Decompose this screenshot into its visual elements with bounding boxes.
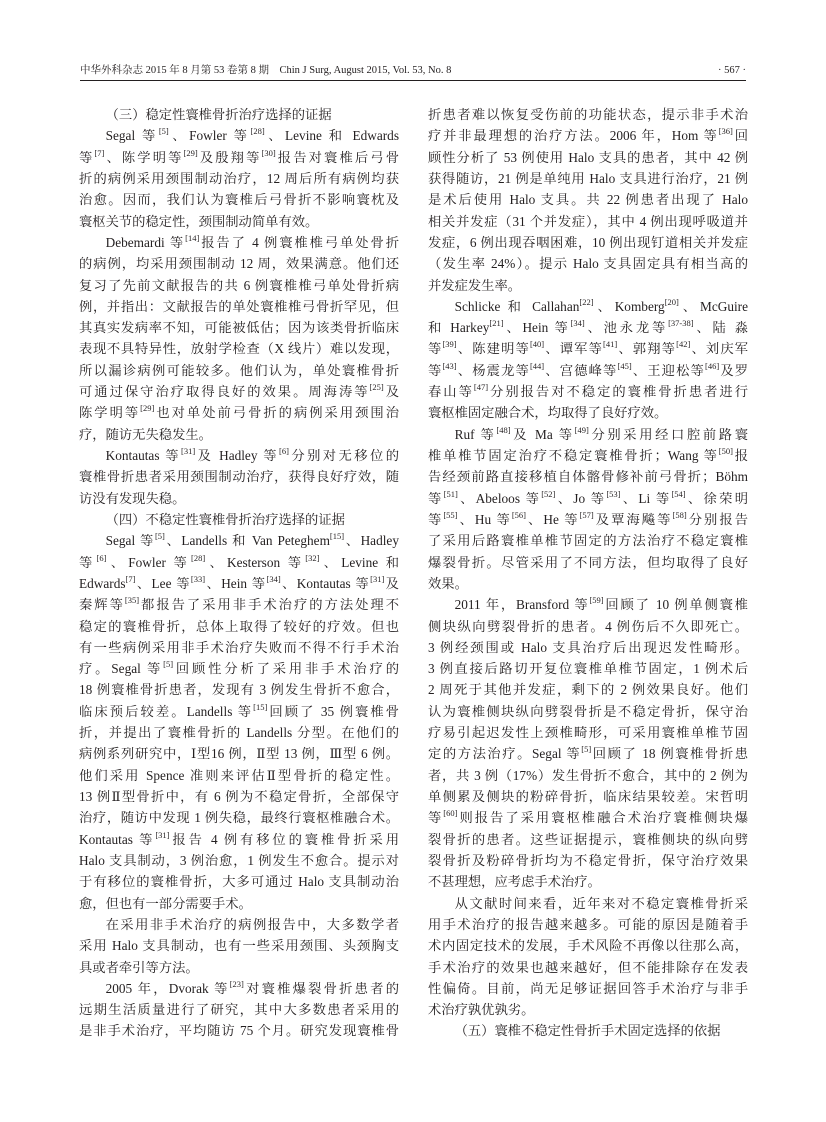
text-line: Schlicke 和 Callahan[22]、Komberg[20]、McGuire [454,296,748,314]
text-line: 从文献时间来看，近年来对不稳定寰椎骨折采 [454,895,748,911]
paragraph [79,914,399,978]
text-line: 治愈。因而，我们认为寰椎后弓骨折不影响寰枕及 [79,192,399,208]
text-line: 在采用非手术治疗的病例报告中，大多数学者 [105,916,399,932]
citation-ref: [47] [473,382,489,393]
citation-ref: [42] [676,339,691,350]
citation-ref: [41] [603,339,618,350]
text-line: 稳定的寰椎骨折，总体上取得了较好的疗效。但也 [79,618,399,634]
citation-ref: [29] [140,403,155,414]
text-line: 等[60]则报告了采用寰枢椎融合术治疗寰椎侧块爆 [428,808,748,826]
citation-ref: [50] [718,446,733,456]
text-line: 顾性分析了 53 例使用 Halo 支具的患者，其中 42 例 [428,149,748,165]
citation-ref: [31] [155,829,170,840]
text-line: 裂骨折及粉碎骨折均为不稳定骨折，保守治疗效果 [428,852,748,868]
citation-ref: [35] [124,595,140,606]
text-line: 可通过保守治疗取得良好的效果。周海涛等[25]及 [79,382,399,400]
citation-ref: [55] [443,509,458,520]
citation-ref: [44] [529,360,545,371]
text-line: 等[39]、陈建明等[40]、谭军等[41]、郭翔等[42]、刘庆军 [428,339,748,357]
right-column [428,104,748,1042]
paragraph [79,445,399,509]
citation-ref: [56] [511,509,527,520]
text-line: 者，共 3 例（17%）发生骨折不愈合，其中的 2 例为 [428,767,748,783]
text-line: Kontautas 等[31]及 Hadley 等[6]分别对无移位的 [105,446,399,463]
text-line: Edwards[7]、Lee 等[33]、Hein 等[34]、Kontautas 等[31]及 [79,573,399,591]
citation-ref: [45] [617,360,632,371]
text-line: 2011 年，Bransford 等[59]回顾了 10 例单侧寰椎 [454,595,748,613]
citation-ref: [7] [125,573,136,584]
running-header [80,64,746,81]
text-line: 效果。 [428,575,468,591]
paragraph [428,424,748,595]
paragraph [79,125,399,232]
text-line: 等[55]、Hu 等[56]、He 等[57]及覃海飚等[58]分别报告 [428,509,748,527]
citation-ref: [33] [190,573,206,584]
text-line: 疗，随访无失稳发生。 [79,426,212,442]
citation-ref: [7] [94,147,105,158]
left-column [79,104,399,1042]
citation-ref: [21] [489,318,504,329]
citation-ref: [59] [589,595,604,606]
citation-ref: [30] [261,147,276,158]
citation-ref: [6] [278,446,289,456]
text-line: 是非手术治疗，平均随访 75 个月。研究发现寰椎骨 [79,1023,399,1039]
citation-ref: [34] [570,318,585,329]
citation-ref: [40] [529,339,545,350]
text-line: 例，并指出：文献报告的单处寰椎椎弓骨折罕见，但 [79,298,399,314]
text-line: 的病例，均采用颈围制动 12 周，效果满意。他们还 [79,256,399,272]
paragraph [428,594,748,892]
paragraph [428,104,748,296]
citation-ref: [25] [369,382,384,393]
text-line: 3 例经颈围或 Halo 支具治疗后出现迟发性畸形。 [428,639,748,655]
text-line: 相关并发症（31 个并发症），其中 4 例出现呼吸道并 [428,213,748,229]
text-line: 远期生活质量进行了研究，其中大多数患者采用的 [79,1002,399,1018]
text-line: Halo 支具制动，3 例治愈，1 例发生不愈合。提示对 [79,852,399,868]
citation-ref: [49] [574,424,589,435]
text-line: 治疗，随访中发现 1 例失稳，最终行寰枢椎融合术。 [79,810,399,826]
citation-ref: [5] [154,531,165,542]
text-line: 疗并非最理想的治疗方法。2006 年，Hom 等[36]回 [428,126,748,144]
text-line: 折患者难以恢复受伤前的功能状态，提示非手术治 [428,107,748,122]
citation-ref: [28] [191,552,206,563]
text-line: 不甚理想，应考虑手术治疗。 [428,874,601,890]
text-line: 3 例直接后路切开复位寰椎单椎节固定，1 例术后 [428,661,748,677]
text-line: 访没有发现失稳。 [79,490,186,506]
text-line: （发生率 24%）。提示 Halo 支具固定具有相当高的 [428,256,748,272]
text-line: 他们采用 Spence 准则来评估Ⅱ型骨折的稳定性。 [79,767,399,783]
citation-ref: [53] [606,488,621,499]
citation-ref: [51] [443,488,458,499]
citation-ref: [37-38] [668,318,694,329]
citation-ref: [28] [250,126,265,137]
text-line: 陈学明等[29]也对单处前弓骨折的病例采用颈围治 [79,403,399,421]
citation-ref: [43] [442,360,457,371]
citation-ref: [15] [329,531,345,542]
text-line: 所以漏诊病例可能较多。他们认为，单处寰椎骨折 [79,362,399,378]
journal-citation: 中华外科杂志 2015 年 8 月第 53 卷第 8 期 Chin J Surg, August 2015, Vol. 53, No. 8 [80,65,452,76]
citation-ref: [5] [158,126,169,137]
text-line: 定的方法治疗。Segal 等[5]回顾了 18 例寰椎骨折患 [428,744,748,762]
page-number: · 567 · [718,65,746,76]
text-line: 认为寰椎侧块纵向劈裂骨折是不稳定骨折，保守治 [428,703,748,719]
citation-ref: [32] [305,552,320,563]
text-line: 于有移位的寰椎骨折，大多可通过 Halo 支具制动治 [79,874,399,890]
text-line: 13 例Ⅱ型骨折中，有 6 例为不稳定骨折，全部保守 [79,789,399,804]
text-line: 寰枢椎固定融合术，均取得了良好疗效。 [428,405,668,421]
text-line: 愈，但也有一部分需要手术。 [79,895,252,911]
text-line: 并发症发生率。 [428,277,522,293]
text-line: 性偏倚。目前，尚无足够证据回答手术治疗与非手 [428,980,748,996]
text-line: 告经颈前路直接移植自体髂骨修补前弓骨折；Böhm [428,469,748,485]
text-line: 疗易引起迟发性上颈椎畸形，可采用寰椎单椎节固 [428,725,748,741]
text-line: 是术后使用 Halo 支具。共 22 例患者出现了 Halo [428,192,748,208]
citation-ref: [54] [671,488,686,499]
text-line: 其真实发病率不知，可能被低估；因为该类骨折临床 [79,320,399,336]
citation-ref: [6] [96,552,107,563]
text-line: 等[51]、Abeloos 等[52]、Jo 等[53]、Li 等[54]、徐荣明 [428,488,748,506]
text-line: 手术治疗的效果也越来越好，但不能排除存在发表 [428,959,748,975]
paragraph [79,232,399,445]
text-line: 和 Harkey[21]、Hein 等[34]、池永龙等[37-38]、陆 淼 [428,318,748,336]
citation-ref: [39] [442,339,457,350]
citation-ref: [5] [163,659,174,670]
text-line: 发症，6 例出现吞咽困难，10 例出现钉道相关并发症 [428,234,748,250]
text-line: 寰枢关节的稳定性，颈围制动简单有效。 [79,213,319,229]
heading-text: （五）寰椎不稳定性骨折手术固定选择的依据 [454,1023,721,1039]
text-line: 2 周死于其他并发症，剩下的 2 例效果良好。他们 [428,682,748,698]
citation-ref: [58] [672,509,687,520]
citation-ref: [15] [253,701,268,712]
text-line: 2005 年，Dvorak 等[23]对寰椎爆裂骨折患者的 [105,978,399,996]
text-line: 具或者牵引等方法。 [79,959,199,975]
citation-ref: [31] [370,573,385,584]
text-line: 病例系列研究中，Ⅰ型16 例，Ⅱ型 13 例，Ⅲ型 6 例。 [79,746,399,762]
text-line: 椎单椎节固定治疗不稳定寰椎骨折；Wang 等[50]报 [428,446,748,463]
text-line: 18 例寰椎骨折患者，发现有 3 例发生骨折不愈合， [79,682,399,698]
text-line: 表现不具特异性，放射学检查（X 线片）难以发现， [79,341,399,357]
citation-ref: [52] [541,488,556,499]
text-line: 秦辉等[35]都报告了采用非手术治疗的方法处理不 [79,595,399,613]
paragraph [428,893,748,1021]
text-line: 复习了先前文献报告的共 6 例寰椎椎弓单处骨折病 [79,277,399,293]
text-line: 寰椎骨折患者采用颈围制动治疗，获得良好疗效，随 [79,469,399,485]
text-line: 术治疗孰优孰劣。 [428,1002,535,1018]
text-line: 获得随访，21 例是单纯用 Halo 支具进行治疗，21 例 [428,170,748,186]
text-line: Segal 等[5]、Fowler 等[28]、Levine 和 Edwards [105,126,399,144]
citation-ref: [22] [579,296,594,307]
text-line: 侧块纵向劈裂骨折的患者。4 例伤后不久即死亡。 [428,618,748,634]
text-line: 有一些病例采用非手术治疗失败而不得不行手术治 [79,639,399,655]
paragraph [79,530,399,914]
section-heading [428,1020,748,1041]
citation-ref: [36] [718,126,733,137]
citation-ref: [46] [705,360,720,371]
citation-ref: [5] [581,744,592,755]
text-line: Ruf 等[48]及 Ma 等[49]分别采用经口腔前路寰 [454,424,748,442]
text-line: 春山等[47]分别报告对不稳定的寰椎骨折患者进行 [428,382,748,400]
text-line: 单侧累及侧块的粉碎骨折，临床结果较差。宋哲明 [428,789,748,804]
text-line: 裂骨折的患者。这些证据提示，寰椎侧块的纵向劈 [428,831,748,847]
citation-ref: [48] [496,424,511,435]
text-line: 临床预后较差。Landells 等[15]回顾了 35 例寰椎骨 [79,701,399,719]
paragraph [428,296,748,424]
text-line: 疗。Segal 等[5]回顾性分析了采用非手术治疗的 [79,659,399,677]
text-line: 用手术治疗的报告越来越多。可能的原因是随着手 [428,916,748,932]
text-line: 了采用后路寰椎单椎节固定的方法治疗不稳定寰椎 [428,533,748,549]
section-heading [79,104,399,125]
citation-ref: [60] [443,808,458,819]
heading-text: （三）稳定性寰椎骨折治疗选择的证据 [105,107,332,122]
heading-text: （四）不稳定性寰椎骨折治疗选择的证据 [105,511,345,527]
text-line: 折的病例采用颈围制动治疗，12 周后所有病例均获 [79,170,399,186]
citation-ref: [34] [266,573,281,584]
text-line: 折，并提出了寰椎骨折的 Landells 分型。在他们的 [79,725,399,741]
text-line: 术内固定技术的发展，手术风险不再像以往那么高， [428,938,748,954]
text-line: 爆裂骨折。尽管采用了不同方法，但均取得了良好 [428,554,748,570]
text-line: Segal 等[5]、Landells 和 Van Peteghem[15]、Hadley [105,531,399,549]
citation-ref: [23] [229,978,244,989]
citation-ref: [29] [183,147,198,158]
text-line: 等[43]、杨震龙等[44]、宫德峰等[45]、王迎松等[46]及罗 [428,360,748,378]
citation-ref: [20] [664,296,679,307]
text-line: Kontautas 等[31]报告 4 例有移位的寰椎骨折采用 [79,829,399,847]
citation-ref: [14] [185,232,200,243]
text-line: 等[6]、Fowler 等[28]、Kesterson 等[32]、Levine 和 [79,552,399,570]
paragraph [79,978,399,1042]
text-line: 采用 Halo 支具制动，也有一些采用颈围、头颈胸支 [79,938,399,954]
text-line: 等[7]、陈学明等[29]及殷翔等[30]报告对寰椎后弓骨 [79,147,399,165]
section-heading [79,509,399,530]
text-line: Debemardi 等[14]报告了 4 例寰椎椎弓单处骨折 [105,232,399,250]
citation-ref: [31] [181,446,196,456]
citation-ref: [57] [579,509,594,520]
